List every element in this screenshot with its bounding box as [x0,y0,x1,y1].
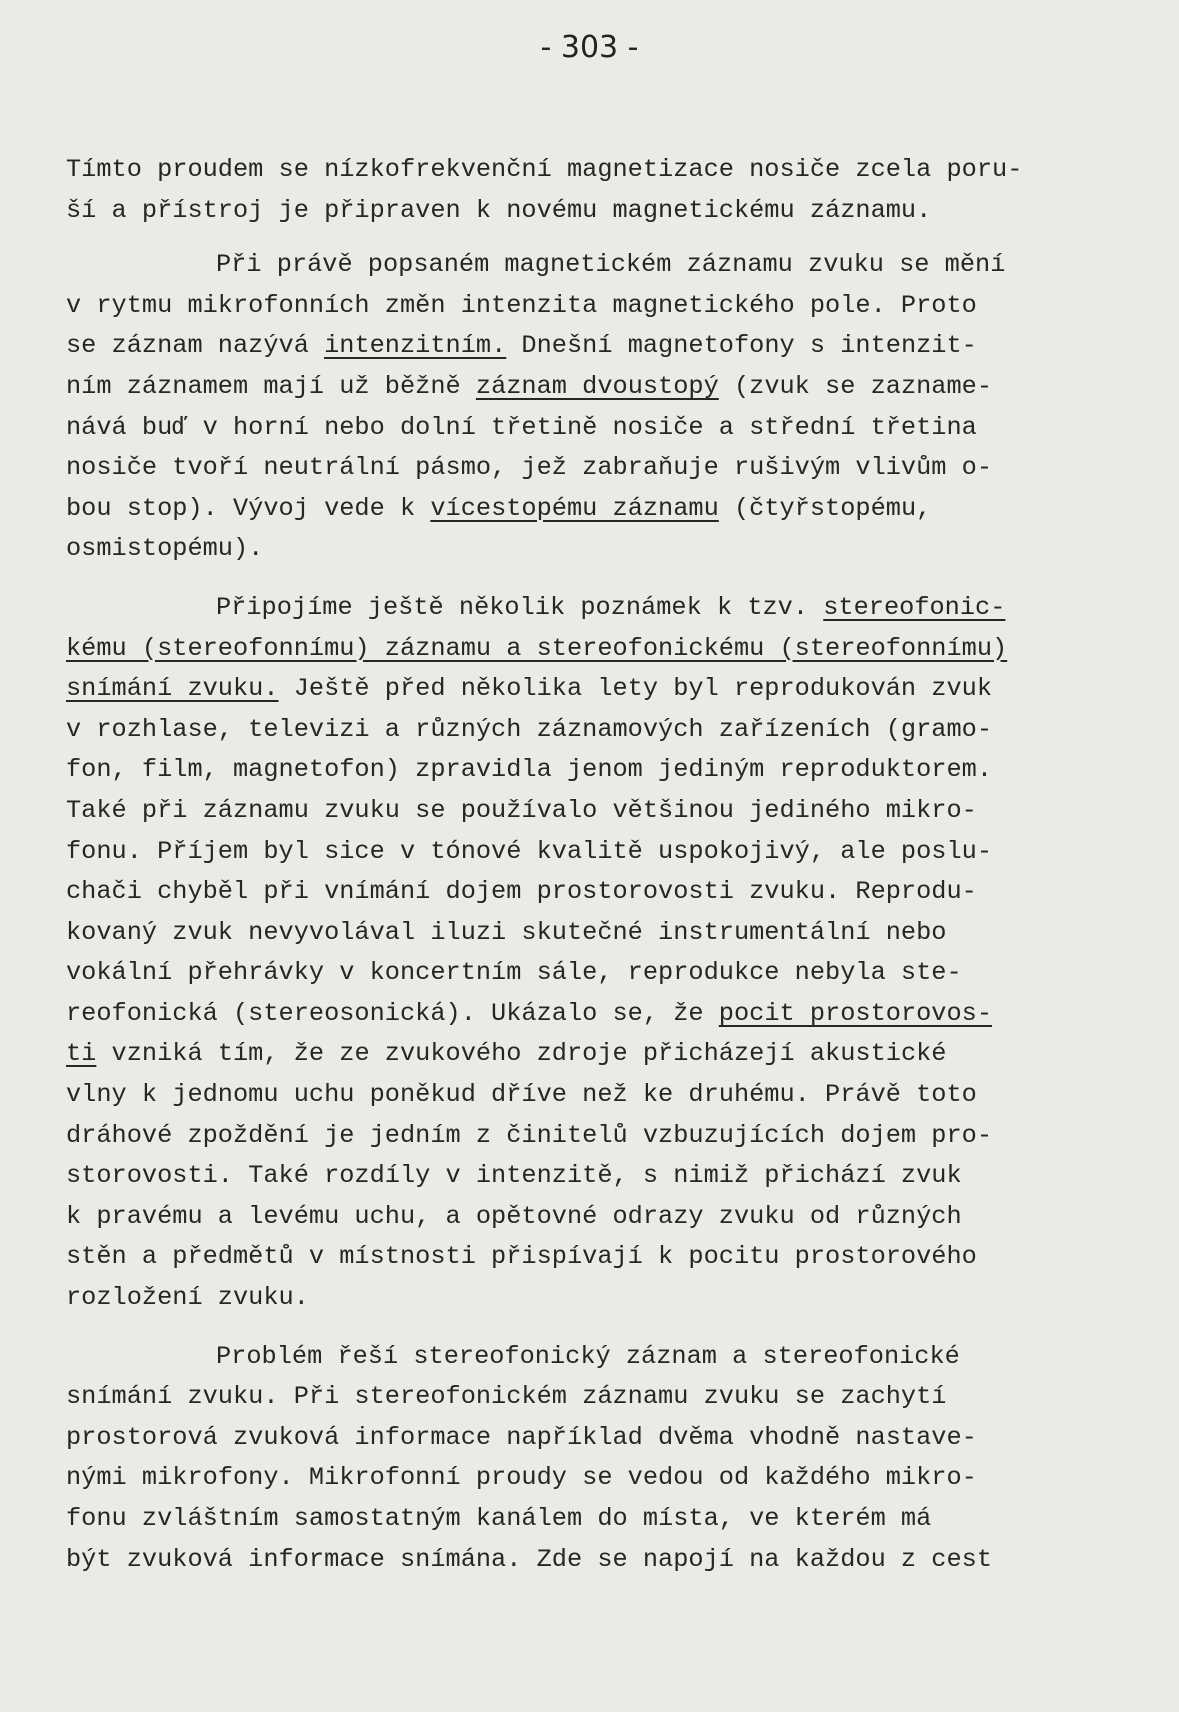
underlined-term: kému (stereofonnímu) záznamu a stereofonickému (stereofonnímu) [66,633,1008,663]
page-number: - 303 - [540,30,639,65]
text-line: Při právě popsaném magnetickém záznamu zvuku se mění [216,250,1006,280]
text-line: Problém řeší stereofonický záznam a stereofonické [216,1341,960,1371]
text-line: ší a přístroj je připraven k novému magnetickému záznamu. [66,195,932,225]
text-line: nými mikrofony. Mikrofonní proudy se vedou od každého mikro- [66,1463,977,1493]
text-line: chači chyběl při vnímání dojem prostorovosti zvuku. Reprodu- [66,877,977,907]
text-line: fonu zvláštním samostatným kanálem do místa, ve kterém má [66,1504,932,1533]
underlined-term: záznam dvoustopý [475,371,719,401]
underlined-term: stereofonic- [823,592,1006,622]
text-line: fon, film, magnetofon) zpravidla jenom jediným reproduktorem. [66,755,993,785]
paragraph [66,588,1146,1319]
text-line: ti vzniká tím, že ze zvukového zdroje přicházejí akustické [66,1039,947,1069]
text-line: storovosti. Také rozdíly v intenzitě, s nimiž přichází zvuk [66,1161,962,1191]
text-line: být zvuková informace snímána. Zde se napojí na každou z cest [66,1544,993,1574]
text-line: vlny k jednomu uchu poněkud dříve než ke druhému. Právě toto [66,1080,977,1110]
underlined-term: intenzitním. [324,331,507,361]
text-line: bou stop). Vývoj vede k vícestopému záznamu (čtyřstopému, [66,493,932,523]
text-line: snímání zvuku. Při stereofonickém záznamu zvuku se zachytí [66,1382,947,1412]
paragraph [66,245,1146,570]
text-line: fonu. Příjem byl sice v tónové kvalitě uspokojivý, ale poslu- [66,836,993,866]
text-line: k pravému a levému uchu, a opětovné odrazy zvuku od různých [66,1201,962,1231]
text-line: stěn a předmětů v místnosti přispívají k pocitu prostorového [66,1242,977,1272]
text-line: nává buď v horní nebo dolní třetině nosiče a střední třetina [66,412,977,442]
underlined-term: snímání zvuku. [66,674,279,704]
text-line: dráhové zpoždění je jedním z činitelů vzbuzujících dojem pro- [66,1120,993,1150]
text-line: Také při záznamu zvuku se používalo většinou jediného mikro- [66,795,977,825]
text-line: se záznam nazývá intenzitním. Dnešní magnetofony s intenzit- [66,331,977,361]
paragraph [66,1337,1146,1581]
text-line: prostorová zvuková informace například dvěma vhodně nastave- [66,1422,977,1452]
text-line: reofonická (stereosonická). Ukázalo se, že pocit prostorovos- [66,998,993,1028]
body-text [66,150,1146,1580]
underlined-term: ti [66,1039,97,1069]
text-line: v rozhlase, televizi a různých záznamových zařízeních (gramo- [66,714,993,744]
text-line: nosiče tvoří neutrální pásmo, jež zabraňuje rušivým vlivům o- [66,453,993,483]
underlined-term: vícestopému záznamu [430,493,719,523]
text-line [66,629,1146,670]
text-line: Připojíme ještě několik poznámek k tzv. stereofonic- [216,592,1006,622]
underlined-term: pocit prostorovos- [718,998,993,1028]
text-line: kovaný zvuk nevyvolával iluzi skutečné instrumentální nebo [66,917,947,947]
text-line: Tímto proudem se nízkofrekvenční magnetizace nosiče zcela poru- [66,155,1023,184]
text-line: osmistopému). [66,534,264,564]
text-line: rozložení zvuku. [66,1283,309,1313]
paragraph [66,150,1146,231]
text-line: snímání zvuku. Ještě před několika lety byl reprodukován zvuk [66,674,993,704]
text-line: vokální přehrávky v koncertním sále, reprodukce nebyla ste- [66,958,962,988]
text-line: ním záznamem mají už běžně záznam dvoustopý (zvuk se zazname- [66,371,993,401]
text-line: v rytmu mikrofonních změn intenzita magnetického pole. Proto [66,290,977,320]
